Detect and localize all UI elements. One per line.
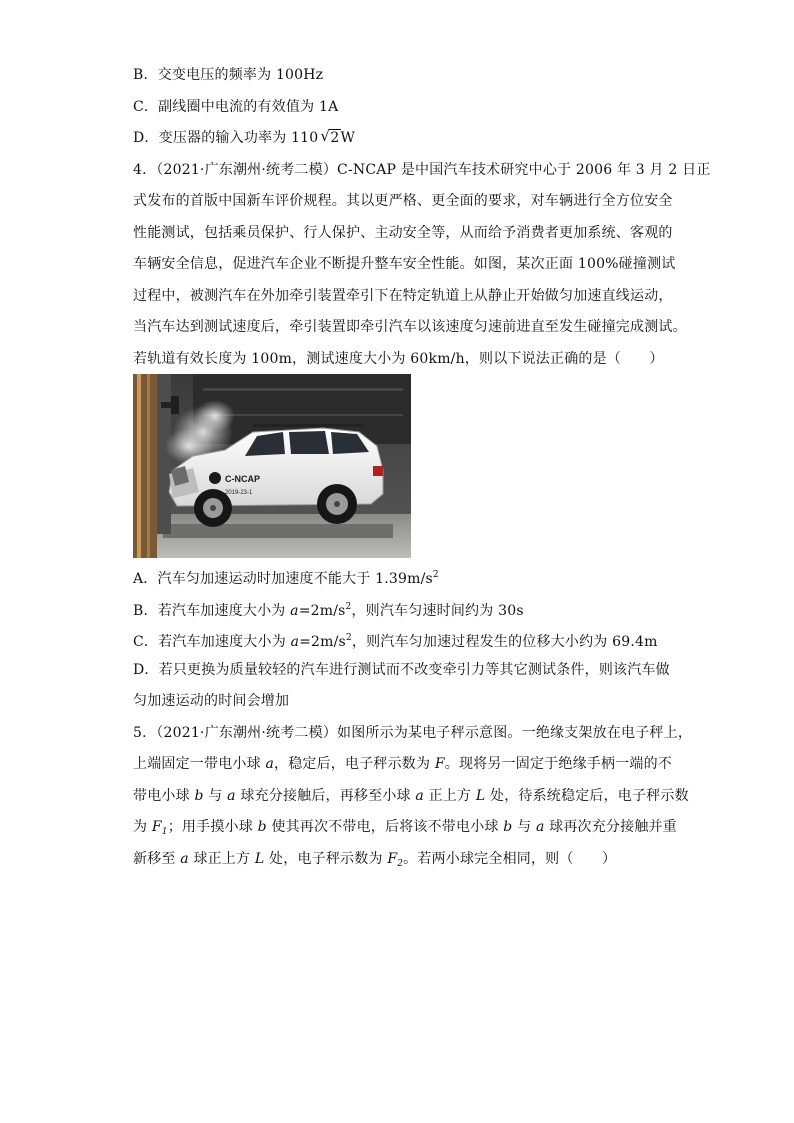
- q4-line-2: 式发布的首版中国新车评价规程。其以更严格、更全面的要求，对车辆进行全方位安全: [133, 193, 673, 209]
- car-plate-label: 2019-23-1: [225, 490, 253, 496]
- q5-line-5: 新移至 a 球正上方 L 处，电子秤示数为 $F_2$。若两小球完全相同，则（ ）: [133, 851, 617, 869]
- option-d-prev-unit: W: [340, 130, 356, 146]
- q4-option-d-line2: 匀加速运动的时间会增加: [133, 693, 290, 709]
- option-b-prev: B．交变电压的频率为 100Hz: [133, 67, 324, 83]
- option-c-prev: C．副线圈中电流的有效值为 1A: [133, 99, 339, 115]
- q5-line-1: 5．（2021·广东潮州·统考二模）如图所示为某电子秤示意图。一绝缘支架放在电子秤上，: [133, 725, 693, 741]
- q4-option-b: B．若汽车加速度大小为 $a=2m/s^2$，则汽车匀速时间约为 30s: [133, 602, 524, 619]
- crash-test-photo: [133, 374, 411, 558]
- q5-line-3: 带电小球 b 与 a 球充分接触后，再移至小球 a 正上方 L 处，待系统稳定后，电子秤示数: [133, 788, 689, 804]
- q4-option-c: C．若汽车加速度大小为 $a=2m/s^2$，则汽车匀加速过程发生的位移大小约为 69.4m: [133, 633, 658, 650]
- q4-line-1: 4．（2021·广东潮州·统考二模）C-NCAP 是中国汽车技术研究中心于 2006 年 3 月 2 日正: [133, 162, 711, 178]
- q4-line-3: 性能测试，包括乘员保护、行人保护、主动安全等，从而给予消费者更加系统、客观的: [133, 225, 673, 241]
- c-ncap-badge: C-NCAP: [225, 474, 260, 484]
- option-d-prev: [133, 129, 355, 147]
- q4-option-a: A．汽车匀加速运动时加速度不能大于 $1.39m/s^2$: [133, 570, 439, 587]
- q5-line-4: 为 $F_1$；用手摸小球 b 使其再次不带电，后将该不带电小球 b 与 a 球再次充分接触并重: [133, 819, 677, 837]
- q4-option-d-line1: D．若只更换为质量较轻的汽车进行测试而不改变牵引力等其它测试条件，则该汽车做: [133, 662, 670, 678]
- q5-line-2: 上端固定一带电小球 a，稳定后，电子秤示数为 F。现将另一固定于绝缘手柄一端的不: [133, 756, 672, 772]
- option-d-prev-text: D．变压器的输入功率为 110: [133, 130, 319, 146]
- q4-line-5: 过程中，被测汽车在外加牵引装置牵引下在特定轨道上从静止开始做匀加速直线运动，: [133, 288, 673, 304]
- q4-line-6: 当汽车达到测试速度后，牵引装置即牵引汽车以该速度匀速前进直至发生碰撞完成测试。: [133, 319, 687, 335]
- q4-line-4: 车辆安全信息，促进汽车企业不断提升整车安全性能。如图，某次正面 100%碰撞测试: [133, 256, 676, 272]
- q4-line-7: 若轨道有效长度为 100m，测试速度大小为 60km/h，则以下说法正确的是（ ）: [133, 351, 664, 367]
- sqrt-symbol: √ 2: [320, 127, 340, 146]
